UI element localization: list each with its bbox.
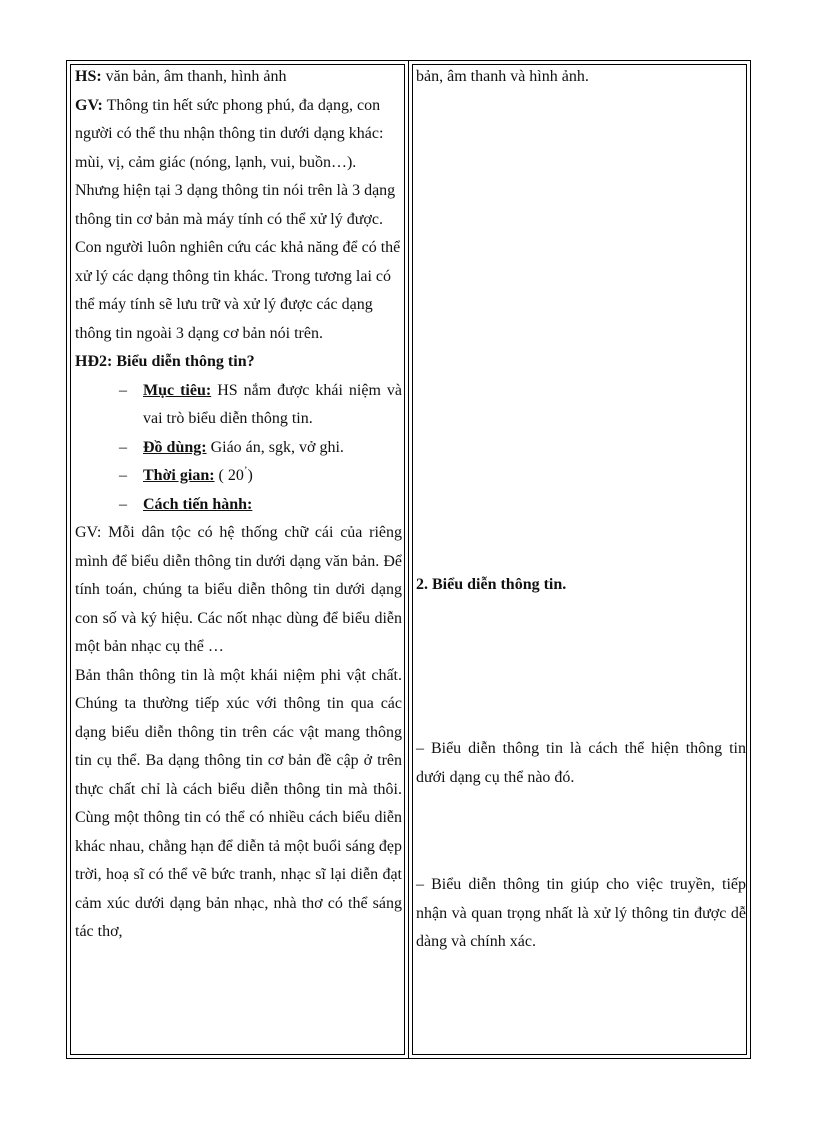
right-continuation-text: bản, âm thanh và hình ảnh. [416,68,589,85]
hs-answer [75,63,402,92]
dash-marker: – [119,495,127,513]
representation-definition: – Biểu diễn thông tin là cách thể hiện thông tin dưới dạng cụ thể nào đó. [416,740,746,786]
lesson-table [66,60,751,1059]
information-representation-paragraph: Bản thân thông tin là một khái niệm phi vật chất. Chúng ta thường tiếp xúc với thông tin qua các dạng biểu diễn thông tin trên các vật mang thông tin cụ thể. Ba dạng thông tin cơ bản đề cập ở trên thực chất chỉ là cách biểu diễn thông tin mà thôi. Cùng một thông tin có thể có nhiều cách biểu diễn khác nhau, chẳng hạn để diễn tả một buổi sáng đẹp trời, hoạ sĩ có thể vẽ bức tranh, nhạc sĩ lại diễn đạt cảm xúc dưới dạng bản nhạc, nhà thơ có thể sáng tác thơ, [75,666,402,940]
procedure-label: Cách tiến hành: [143,495,253,513]
time-open: ( 20 [214,467,244,484]
section-2-title: 2. Biểu diễn thông tin. [416,576,567,593]
hd2-title: HĐ2: Biểu diễn thông tin? [75,353,255,370]
materials-text: Giáo án, sgk, vở ghi. [206,438,344,456]
dash-marker: – [119,381,127,399]
time-close: ) [247,467,253,484]
hs-text: văn bản, âm thanh, hình ảnh [101,68,287,85]
objective-text: HS nắm được khái niệm và vai trò biểu diễn thông tin. [143,381,403,427]
gv-label: GV: [75,96,103,114]
procedure-item [75,491,402,520]
objective-label: Mục tiêu: [143,381,212,399]
objective-item [75,377,402,434]
gv-explanation [75,92,402,349]
time-label: Thời gian: [143,467,215,484]
dash-marker: – [119,438,127,456]
dash-marker: – [119,467,127,484]
representation-purpose: – Biểu diễn thông tin giúp cho việc truyền, tiếp nhận và quan trọng nhất là xử lý thông tin được dễ dàng và chính xác. [416,876,746,950]
materials-label: Đồ dùng: [143,438,207,456]
teacher-student-activity-column [75,63,402,947]
gv-text: Thông tin hết sức phong phú, đa dạng, con người có thể thu nhận thông tin dưới dạng khác: mùi, vị, cảm giác (nóng, lạnh, vui, buồn…). Nhưng hiện tại 3 dạng thông tin nói trên là 3 dạng thông tin cơ bản mà máy tính có thể xử lý được. Con người luôn nghiên cứu các khả năng để có thể xử lý các dạng thông tin khác. Trong tương lai có thể máy tính sẽ lưu trữ và xử lý được các dạng thông tin ngoài 3 dạng cơ bản nói trên. [75,96,401,342]
column-divider [408,61,409,1058]
materials-item [75,434,402,463]
minute-mark: ’ [243,464,248,477]
hs-label: HS: [75,68,102,85]
time-item [75,462,402,491]
gv-representation-intro: GV: Mỗi dân tộc có hệ thống chữ cái của riêng mình để biểu diễn thông tin dưới dạng văn bản. Để tính toán, chúng ta biểu diễn thông tin dưới dạng con số và ký hiệu. Các nốt nhạc dùng để biểu diễn một bản nhạc cụ thể … [75,524,402,655]
